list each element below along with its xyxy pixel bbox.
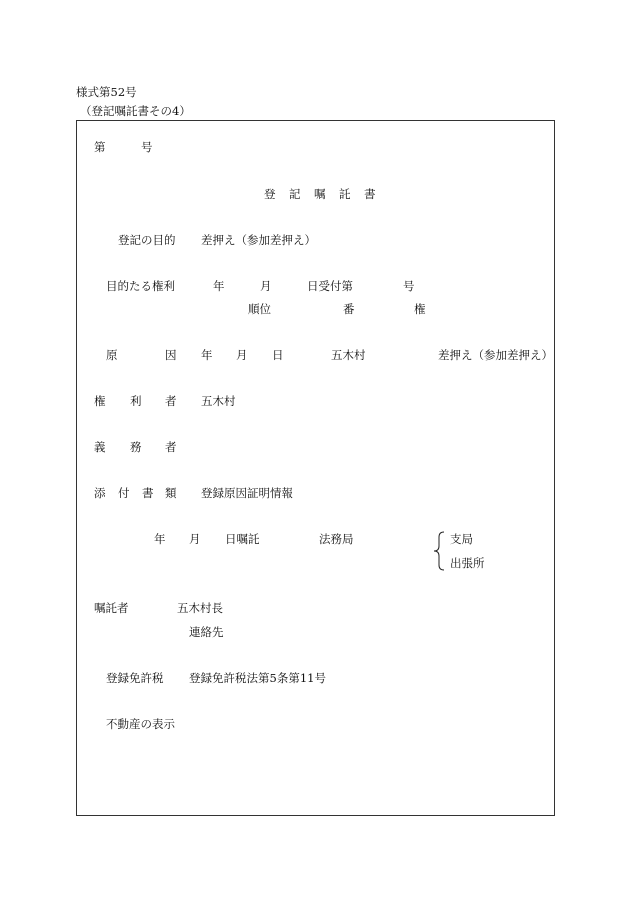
- cause-label-2: 因: [165, 348, 177, 362]
- commissioner-contact: 連絡先: [189, 625, 224, 639]
- cause-year: 年: [201, 348, 213, 362]
- form-number: 様式第52号: [76, 85, 137, 99]
- commission-month: 月: [189, 532, 201, 546]
- cause-label-1: 原: [106, 348, 118, 362]
- target-right-ban: 番: [343, 302, 355, 316]
- cause-value: 差押え（参加差押え）: [438, 348, 553, 362]
- attachments-value: 登録原因証明情報: [201, 486, 293, 500]
- attachments-label-4: 類: [165, 486, 177, 500]
- property-label: 不動産の表示: [106, 717, 175, 731]
- brace-icon: [432, 531, 446, 571]
- attachments-label-3: 書: [142, 486, 154, 500]
- document-title: 登 記 嘱 託 書: [264, 187, 377, 201]
- attachments-label-1: 添: [94, 486, 106, 500]
- form-subtitle: （登記嘱託書その4）: [80, 104, 191, 118]
- right-holder-value: 五木村: [201, 394, 236, 408]
- target-right-year: 年: [213, 279, 225, 293]
- obligor-label-3: 者: [165, 440, 177, 454]
- commission-legal-affairs: 法務局: [319, 532, 354, 546]
- number-prefix: 第: [94, 140, 106, 154]
- target-right-reception: 日受付第: [307, 279, 353, 293]
- purpose-label: 登記の目的: [118, 233, 176, 247]
- form-box: [76, 120, 555, 816]
- right-holder-label-3: 者: [165, 394, 177, 408]
- right-holder-label-1: 権: [94, 394, 106, 408]
- cause-village: 五木村: [331, 348, 366, 362]
- target-right-rank: 順位: [248, 302, 271, 316]
- right-holder-label-2: 利: [130, 394, 142, 408]
- commissioner-label: 嘱託者: [94, 601, 129, 615]
- commission-year: 年: [154, 532, 166, 546]
- obligor-label-1: 義: [94, 440, 106, 454]
- purpose-value: 差押え（参加差押え）: [201, 233, 316, 247]
- target-right-number: 号: [403, 279, 415, 293]
- commission-branch: 支局: [450, 532, 473, 546]
- number-suffix: 号: [141, 140, 153, 154]
- cause-day: 日: [272, 348, 284, 362]
- target-right-month: 月: [260, 279, 272, 293]
- obligor-label-2: 務: [130, 440, 142, 454]
- commission-office: 出張所: [450, 556, 485, 570]
- cause-month: 月: [236, 348, 248, 362]
- commissioner-value: 五木村長: [177, 601, 223, 615]
- target-right-label: 目的たる権利: [106, 279, 175, 293]
- tax-label: 登録免許税: [106, 671, 164, 685]
- target-right-right: 権: [414, 302, 426, 316]
- tax-value: 登録免許税法第5条第11号: [189, 671, 326, 685]
- commission-day: 日嘱託: [225, 532, 260, 546]
- attachments-label-2: 付: [118, 486, 130, 500]
